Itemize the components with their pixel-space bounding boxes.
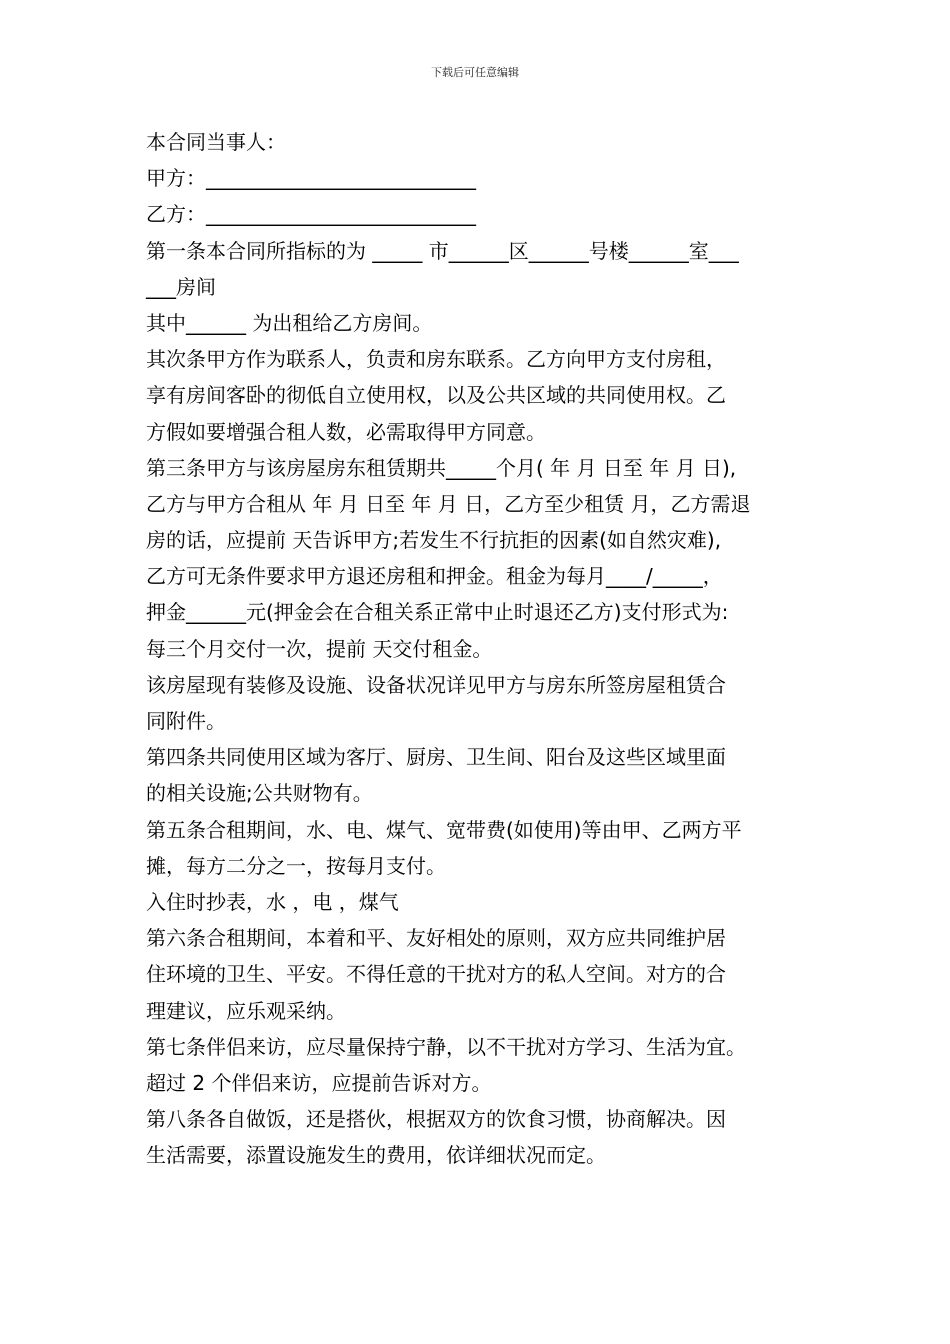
text-line: 享有房间客卧的彻低自立使用权，以及公共区域的共同使用权。乙 <box>146 383 726 408</box>
text-line: 每三个月交付一次，提前 天交付租金。 <box>146 636 493 661</box>
text-line: 住环境的卫生、平安。不得任意的干扰对方的私人空间。对方的合 <box>146 962 726 987</box>
text-line: 超过 2 个伴侣来访，应提前告诉对方。 <box>146 1070 492 1095</box>
page-header: 下载后可任意编辑 <box>431 66 519 79</box>
contract-body <box>146 124 836 1173</box>
text-line: 同附件。 <box>146 709 226 733</box>
text-line: 方假如要增强合租人数，必需取得甲方同意。 <box>146 419 546 444</box>
text-line: 第三条甲方与该房屋房东租赁期共_____个月( 年 月 日至 年 月 日), <box>146 455 737 480</box>
text-line: 甲方：___________________________ <box>146 166 476 191</box>
text-line: 第七条伴侣来访，应尽量保持宁静，以不干扰对方学习、生活为宜。 <box>146 1034 746 1059</box>
text-line: 第八条各自做饭，还是搭伙，根据双方的饮食习惯，协商解决。因 <box>146 1107 726 1132</box>
text-line: 生活需要，添置设施发生的费用，依详细状况而定。 <box>146 1143 606 1168</box>
text-line: 其中______ 为出租给乙方房间。 <box>146 310 433 335</box>
text-line: 押金______元(押金会在合租关系正常中止时退还乙方)支付形式为: <box>146 600 729 625</box>
text-line: ___房间 <box>146 274 216 299</box>
text-line: 摊，每方二分之一，按每月支付。 <box>146 853 446 878</box>
text-line: 入住时抄表，水 ，电 ，煤气 <box>146 889 399 914</box>
text-line: 本合同当事人： <box>146 130 286 154</box>
text-line: 乙方可无条件要求甲方退还房租和押金。租金为每月____/_____， <box>146 564 723 589</box>
text-line: 乙方：___________________________ <box>146 202 476 227</box>
text-line: 第四条共同使用区域为客厅、厨房、卫生间、阳台及这些区域里面 <box>146 745 726 770</box>
text-line: 第五条合租期间，水、电、煤气、宽带费(如使用)等由甲、乙两方平 <box>146 817 742 842</box>
text-line: 第六条合租期间，本着和平、友好相处的原则，双方应共同维护居 <box>146 926 726 951</box>
text-line: 的相关设施;公共财物有。 <box>146 781 373 806</box>
text-line: 乙方与甲方合租从 年 月 日至 年 月 日，乙方至少租赁 月，乙方需退 <box>146 491 751 516</box>
text-line: 第一条本合同所指标的为 _____ 市______区______号楼______室___ <box>146 238 739 263</box>
text-line: 理建议，应乐观采纳。 <box>146 998 346 1023</box>
text-line: 其次条甲方作为联系人，负责和房东联系。乙方向甲方支付房租， <box>146 347 726 372</box>
text-line: 该房屋现有装修及设施、设备状况详见甲方与房东所签房屋租赁合 <box>146 672 726 697</box>
text-line: 房的话，应提前 天告诉甲方;若发生不行抗拒的因素(如自然灾难), <box>146 528 722 553</box>
